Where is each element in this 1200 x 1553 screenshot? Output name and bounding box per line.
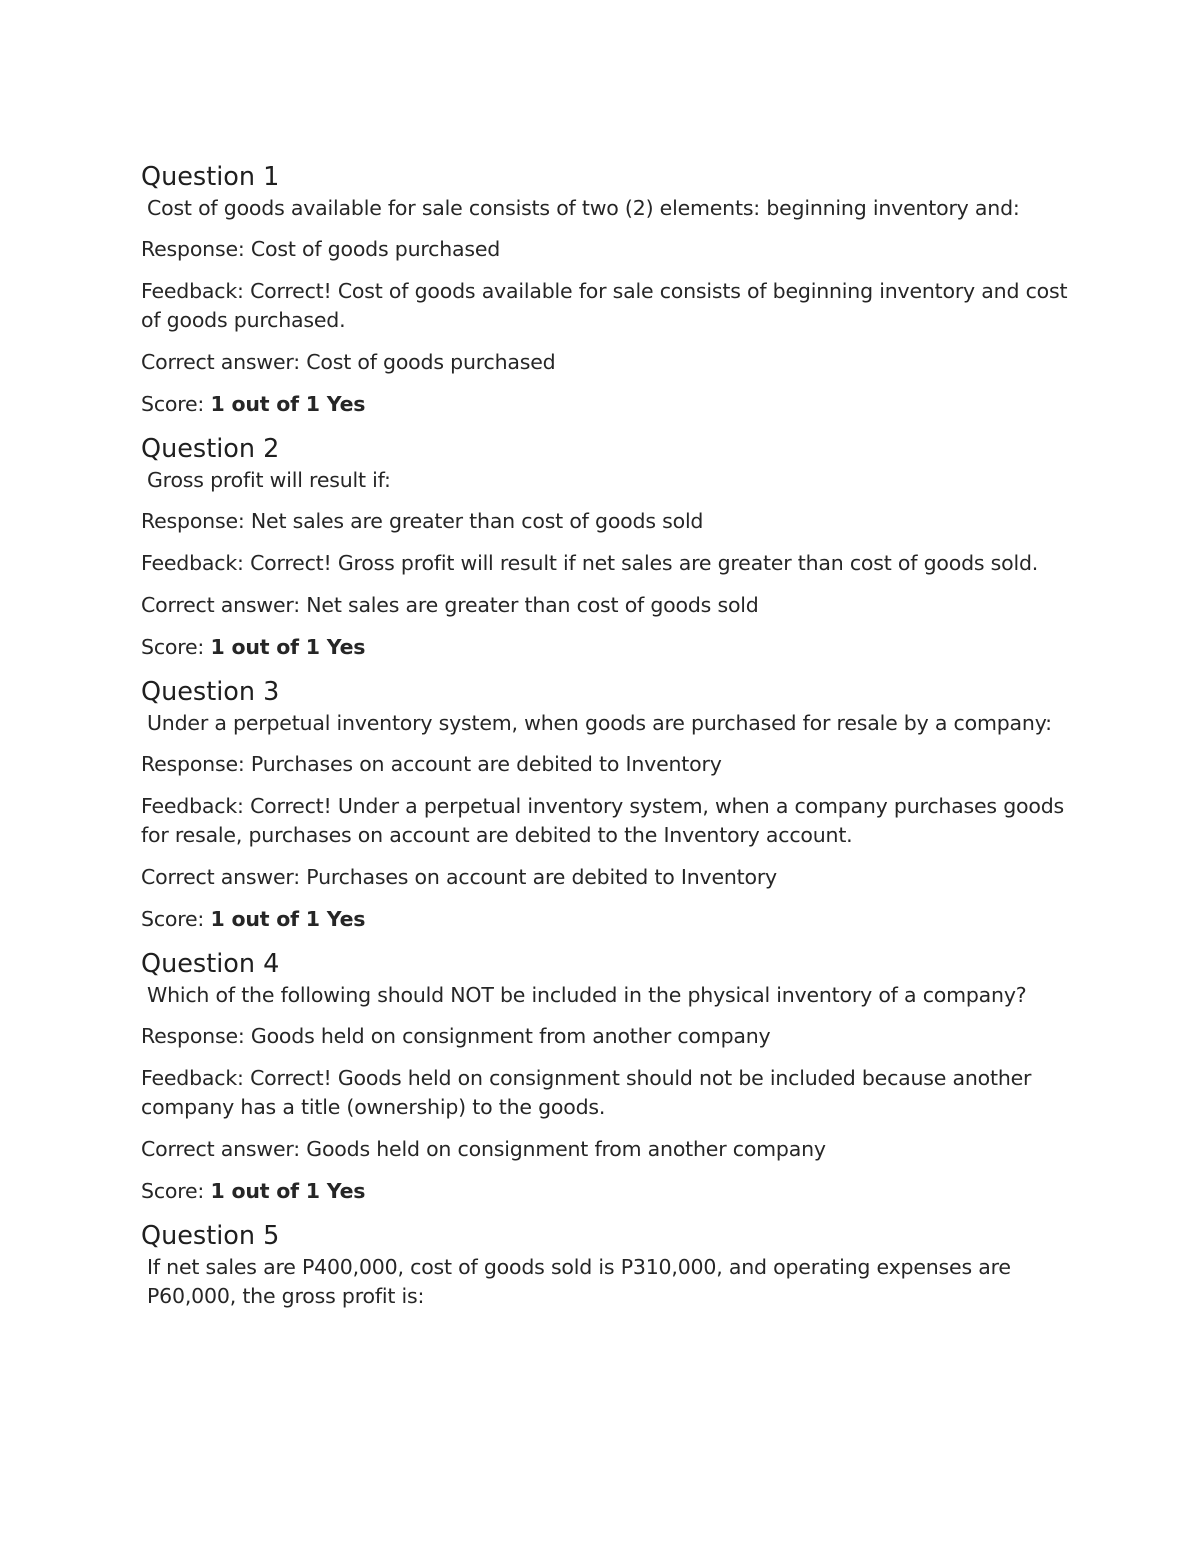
correct-answer-label: Correct answer: [141,350,300,374]
feedback-label: Feedback: [141,794,244,818]
response-label: Response: [141,752,245,776]
response-label: Response: [141,237,245,261]
correct-answer-label: Correct answer: [141,1137,300,1161]
feedback-label: Feedback: [141,279,244,303]
question-text: Gross profit will result if: [147,468,391,492]
feedback-label: Feedback: [141,551,244,575]
score-value: 1 out of 1 Yes [210,1179,366,1203]
feedback-value: Correct! Goods held on consignment should not be included because another company has a title (ownership) to the goods. [141,1066,1032,1119]
question-title: Question 2 [141,434,280,464]
question-text: Cost of goods available for sale consists of two (2) elements: beginning inventory and: [147,196,1020,220]
correct-answer-value: Goods held on consignment from another company [306,1137,826,1161]
response-value: Purchases on account are debited to Inventory [250,752,722,776]
score-row [141,633,1071,662]
response-row [141,235,1071,264]
question-title: Question 1 [141,162,280,192]
question-title: Question 4 [141,949,280,979]
response-label: Response: [141,509,245,533]
question-block-3 [141,675,1071,934]
score-label: Score: [141,907,205,931]
document-page [141,160,1071,1323]
feedback-label: Feedback: [141,1066,244,1090]
correct-answer-value: Purchases on account are debited to Inventory [306,865,777,889]
score-label: Score: [141,635,205,659]
question-text: Under a perpetual inventory system, when goods are purchased for resale by a company: [147,711,1052,735]
feedback-row [141,277,1071,335]
response-row [141,507,1071,536]
correct-answer-row [141,348,1071,377]
score-row [141,390,1071,419]
correct-answer-row [141,1135,1071,1164]
score-value: 1 out of 1 Yes [210,635,366,659]
score-row [141,905,1071,934]
question-text: If net sales are P400,000, cost of goods sold is P310,000, and operating expenses are P60,000, the gross profit is: [147,1255,1011,1308]
response-label: Response: [141,1024,245,1048]
question-block-5 [141,1219,1071,1311]
score-label: Score: [141,1179,205,1203]
question-title: Question 3 [141,677,280,707]
response-row [141,750,1071,779]
feedback-row [141,1064,1071,1122]
correct-answer-value: Cost of goods purchased [306,350,556,374]
response-row [141,1022,1071,1051]
question-block-1 [141,160,1071,419]
response-value: Cost of goods purchased [250,237,501,261]
response-value: Net sales are greater than cost of goods sold [250,509,704,533]
correct-answer-label: Correct answer: [141,593,300,617]
correct-answer-row [141,863,1071,892]
score-value: 1 out of 1 Yes [210,392,366,416]
correct-answer-value: Net sales are greater than cost of goods sold [306,593,759,617]
feedback-value: Correct! Under a perpetual inventory system, when a company purchases goods for resale, purchases on account are debited to the Inventory account. [141,794,1065,847]
feedback-row [141,549,1071,578]
score-label: Score: [141,392,205,416]
feedback-row [141,792,1071,850]
question-block-2 [141,432,1071,662]
feedback-value: Correct! Gross profit will result if net sales are greater than cost of goods sold. [250,551,1039,575]
score-row [141,1177,1071,1206]
question-block-4 [141,947,1071,1206]
response-value: Goods held on consignment from another company [250,1024,771,1048]
question-text: Which of the following should NOT be included in the physical inventory of a company? [147,983,1027,1007]
feedback-value: Correct! Cost of goods available for sale consists of beginning inventory and cost of goods purchased. [141,279,1068,332]
correct-answer-label: Correct answer: [141,865,300,889]
score-value: 1 out of 1 Yes [210,907,366,931]
question-title: Question 5 [141,1221,280,1251]
correct-answer-row [141,591,1071,620]
